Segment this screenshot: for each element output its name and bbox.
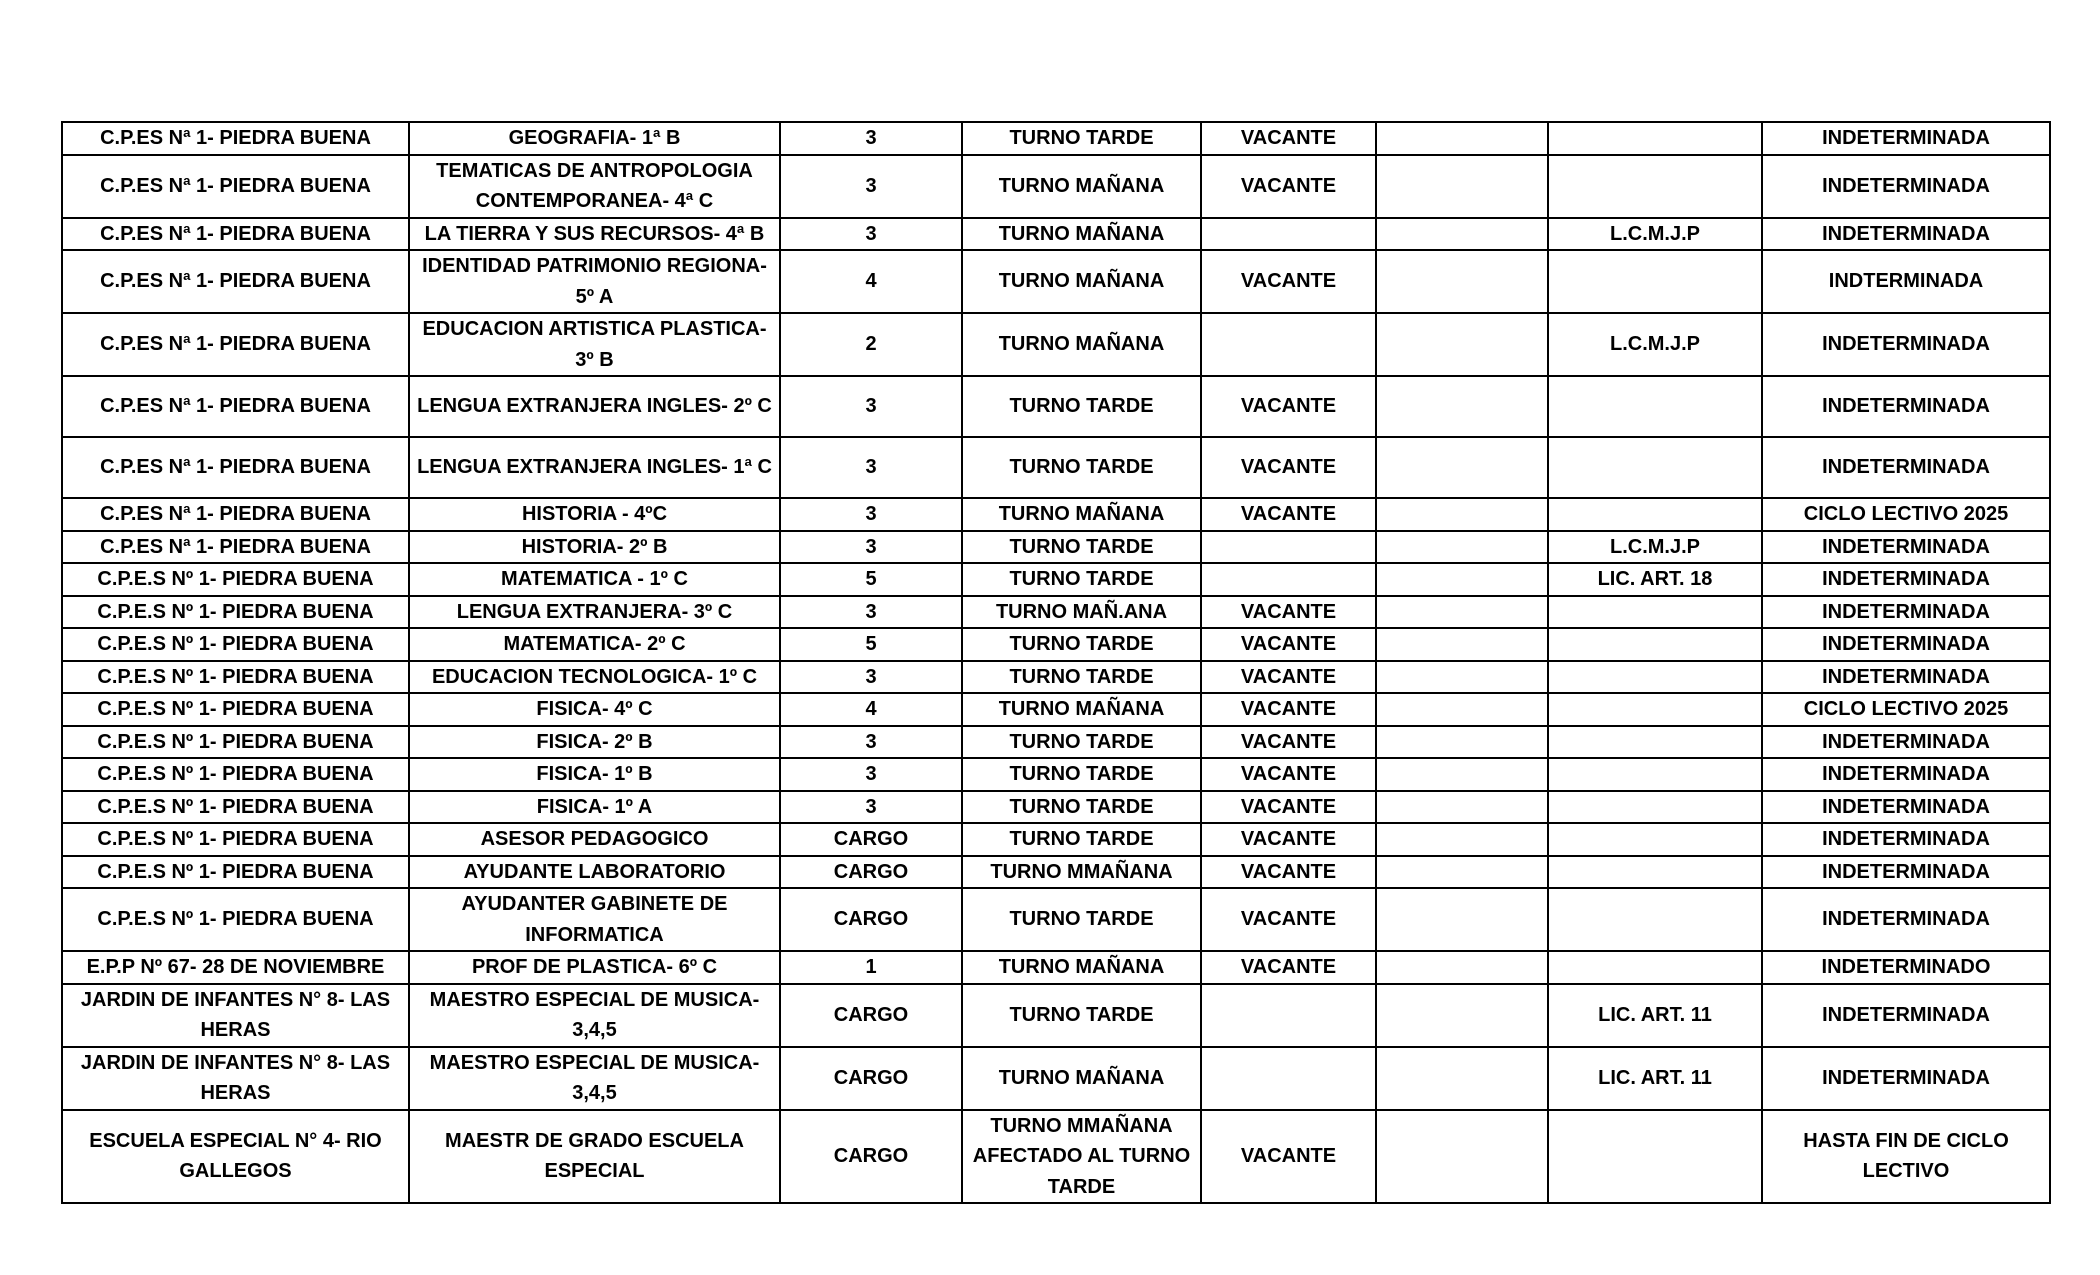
table-row bbox=[62, 758, 2050, 791]
blank-cell bbox=[1376, 758, 1548, 791]
hours-cell: CARGO bbox=[780, 1047, 962, 1110]
subject-cell: EDUCACION ARTISTICA PLASTICA- 3º B bbox=[409, 313, 780, 376]
duration-cell: INDETERMINADO bbox=[1762, 951, 2050, 984]
duration-cell: INDETERMINADA bbox=[1762, 376, 2050, 437]
shift-cell: TURNO TARDE bbox=[962, 758, 1201, 791]
school-cell: C.P.ES Nª 1- PIEDRA BUENA bbox=[62, 531, 409, 564]
table-row bbox=[62, 498, 2050, 531]
table-row bbox=[62, 313, 2050, 376]
leave-type-cell bbox=[1548, 758, 1762, 791]
status-cell: VACANTE bbox=[1201, 498, 1376, 531]
status-cell: VACANTE bbox=[1201, 376, 1376, 437]
table-row bbox=[62, 563, 2050, 596]
table-row bbox=[62, 437, 2050, 498]
table-row bbox=[62, 693, 2050, 726]
blank-cell bbox=[1376, 531, 1548, 564]
school-cell: C.P.E.S Nº 1- PIEDRA BUENA bbox=[62, 823, 409, 856]
school-cell: C.P.ES Nª 1- PIEDRA BUENA bbox=[62, 122, 409, 155]
leave-type-cell bbox=[1548, 596, 1762, 629]
status-cell: VACANTE bbox=[1201, 155, 1376, 218]
duration-cell: CICLO LECTIVO 2025 bbox=[1762, 693, 2050, 726]
school-cell: C.P.E.S Nº 1- PIEDRA BUENA bbox=[62, 791, 409, 824]
leave-type-cell bbox=[1548, 376, 1762, 437]
hours-cell: 3 bbox=[780, 437, 962, 498]
duration-cell: INDETERMINADA bbox=[1762, 531, 2050, 564]
status-cell: VACANTE bbox=[1201, 628, 1376, 661]
shift-cell: TURNO MMAÑANA AFECTADO AL TURNO TARDE bbox=[962, 1110, 1201, 1204]
hours-cell: 3 bbox=[780, 726, 962, 759]
shift-cell: TURNO MAÑANA bbox=[962, 1047, 1201, 1110]
subject-cell: IDENTIDAD PATRIMONIO REGIONA- 5º A bbox=[409, 250, 780, 313]
subject-cell: MAESTRO ESPECIAL DE MUSICA- 3,4,5 bbox=[409, 984, 780, 1047]
subject-cell: PROF DE PLASTICA- 6º C bbox=[409, 951, 780, 984]
duration-cell: INDETERMINADA bbox=[1762, 122, 2050, 155]
leave-type-cell bbox=[1548, 122, 1762, 155]
table-row bbox=[62, 122, 2050, 155]
shift-cell: TURNO MAÑANA bbox=[962, 498, 1201, 531]
hours-cell: CARGO bbox=[780, 823, 962, 856]
status-cell: VACANTE bbox=[1201, 1110, 1376, 1204]
shift-cell: TURNO TARDE bbox=[962, 563, 1201, 596]
school-cell: JARDIN DE INFANTES N° 8- LAS HERAS bbox=[62, 984, 409, 1047]
table-row bbox=[62, 726, 2050, 759]
shift-cell: TURNO TARDE bbox=[962, 791, 1201, 824]
school-cell: E.P.P Nº 67- 28 DE NOVIEMBRE bbox=[62, 951, 409, 984]
blank-cell bbox=[1376, 376, 1548, 437]
school-cell: C.P.E.S Nº 1- PIEDRA BUENA bbox=[62, 888, 409, 951]
table-row bbox=[62, 951, 2050, 984]
shift-cell: TURNO TARDE bbox=[962, 726, 1201, 759]
status-cell: VACANTE bbox=[1201, 791, 1376, 824]
duration-cell: INDETERMINADA bbox=[1762, 661, 2050, 694]
status-cell: VACANTE bbox=[1201, 596, 1376, 629]
leave-type-cell bbox=[1548, 951, 1762, 984]
duration-cell: INDETERMINADA bbox=[1762, 596, 2050, 629]
shift-cell: TURNO MAÑANA bbox=[962, 218, 1201, 251]
subject-cell: LENGUA EXTRANJERA- 3º C bbox=[409, 596, 780, 629]
table-row bbox=[62, 596, 2050, 629]
shift-cell: TURNO MAÑANA bbox=[962, 313, 1201, 376]
shift-cell: TURNO TARDE bbox=[962, 437, 1201, 498]
vacancies-table bbox=[61, 121, 2051, 1204]
duration-cell: INDETERMINADA bbox=[1762, 758, 2050, 791]
leave-type-cell bbox=[1548, 155, 1762, 218]
blank-cell bbox=[1376, 628, 1548, 661]
blank-cell bbox=[1376, 693, 1548, 726]
table-row bbox=[62, 376, 2050, 437]
subject-cell: EDUCACION TECNOLOGICA- 1º C bbox=[409, 661, 780, 694]
duration-cell: INDETERMINADA bbox=[1762, 791, 2050, 824]
shift-cell: TURNO TARDE bbox=[962, 122, 1201, 155]
status-cell bbox=[1201, 1047, 1376, 1110]
subject-cell: MATEMATICA - 1º C bbox=[409, 563, 780, 596]
hours-cell: 3 bbox=[780, 758, 962, 791]
blank-cell bbox=[1376, 498, 1548, 531]
leave-type-cell: LIC. ART. 11 bbox=[1548, 1047, 1762, 1110]
blank-cell bbox=[1376, 563, 1548, 596]
school-cell: C.P.E.S Nº 1- PIEDRA BUENA bbox=[62, 661, 409, 694]
subject-cell: GEOGRAFIA- 1ª B bbox=[409, 122, 780, 155]
leave-type-cell bbox=[1548, 498, 1762, 531]
hours-cell: 5 bbox=[780, 563, 962, 596]
duration-cell: INDETERMINADA bbox=[1762, 726, 2050, 759]
leave-type-cell bbox=[1548, 726, 1762, 759]
status-cell: VACANTE bbox=[1201, 122, 1376, 155]
duration-cell: INDETERMINADA bbox=[1762, 856, 2050, 889]
status-cell: VACANTE bbox=[1201, 856, 1376, 889]
blank-cell bbox=[1376, 823, 1548, 856]
subject-cell: FISICA- 4º C bbox=[409, 693, 780, 726]
table-row bbox=[62, 1110, 2050, 1204]
status-cell: VACANTE bbox=[1201, 823, 1376, 856]
blank-cell bbox=[1376, 661, 1548, 694]
status-cell: VACANTE bbox=[1201, 693, 1376, 726]
subject-cell: LENGUA EXTRANJERA INGLES- 2º C bbox=[409, 376, 780, 437]
duration-cell: INDETERMINADA bbox=[1762, 1047, 2050, 1110]
subject-cell: AYUDANTER GABINETE DE INFORMATICA bbox=[409, 888, 780, 951]
leave-type-cell bbox=[1548, 888, 1762, 951]
subject-cell: AYUDANTE LABORATORIO bbox=[409, 856, 780, 889]
shift-cell: TURNO TARDE bbox=[962, 628, 1201, 661]
hours-cell: 3 bbox=[780, 376, 962, 437]
duration-cell: INDETERMINADA bbox=[1762, 218, 2050, 251]
table-row bbox=[62, 856, 2050, 889]
leave-type-cell bbox=[1548, 661, 1762, 694]
school-cell: C.P.E.S Nº 1- PIEDRA BUENA bbox=[62, 693, 409, 726]
subject-cell: ASESOR PEDAGOGICO bbox=[409, 823, 780, 856]
hours-cell: 3 bbox=[780, 661, 962, 694]
hours-cell: 3 bbox=[780, 791, 962, 824]
school-cell: C.P.E.S Nº 1- PIEDRA BUENA bbox=[62, 758, 409, 791]
blank-cell bbox=[1376, 726, 1548, 759]
shift-cell: TURNO MAÑANA bbox=[962, 250, 1201, 313]
blank-cell bbox=[1376, 951, 1548, 984]
hours-cell: 3 bbox=[780, 498, 962, 531]
school-cell: C.P.ES Nª 1- PIEDRA BUENA bbox=[62, 250, 409, 313]
table-row bbox=[62, 628, 2050, 661]
school-cell: C.P.ES Nª 1- PIEDRA BUENA bbox=[62, 437, 409, 498]
shift-cell: TURNO TARDE bbox=[962, 888, 1201, 951]
shift-cell: TURNO MAÑANA bbox=[962, 951, 1201, 984]
table-row bbox=[62, 1047, 2050, 1110]
leave-type-cell bbox=[1548, 1110, 1762, 1204]
leave-type-cell bbox=[1548, 693, 1762, 726]
school-cell: C.P.ES Nª 1- PIEDRA BUENA bbox=[62, 313, 409, 376]
shift-cell: TURNO MMAÑANA bbox=[962, 856, 1201, 889]
table-row bbox=[62, 218, 2050, 251]
subject-cell: MAESTRO ESPECIAL DE MUSICA- 3,4,5 bbox=[409, 1047, 780, 1110]
school-cell: C.P.ES Nª 1- PIEDRA BUENA bbox=[62, 218, 409, 251]
blank-cell bbox=[1376, 791, 1548, 824]
blank-cell bbox=[1376, 1047, 1548, 1110]
shift-cell: TURNO MAÑANA bbox=[962, 693, 1201, 726]
leave-type-cell bbox=[1548, 791, 1762, 824]
duration-cell: INDTERMINADA bbox=[1762, 250, 2050, 313]
blank-cell bbox=[1376, 218, 1548, 251]
school-cell: C.P.E.S Nº 1- PIEDRA BUENA bbox=[62, 856, 409, 889]
status-cell bbox=[1201, 313, 1376, 376]
leave-type-cell bbox=[1548, 823, 1762, 856]
school-cell: ESCUELA ESPECIAL N° 4- RIO GALLEGOS bbox=[62, 1110, 409, 1204]
hours-cell: 4 bbox=[780, 693, 962, 726]
status-cell: VACANTE bbox=[1201, 951, 1376, 984]
shift-cell: TURNO MAÑ.ANA bbox=[962, 596, 1201, 629]
status-cell bbox=[1201, 563, 1376, 596]
duration-cell: INDETERMINADA bbox=[1762, 155, 2050, 218]
blank-cell bbox=[1376, 122, 1548, 155]
blank-cell bbox=[1376, 1110, 1548, 1204]
hours-cell: 4 bbox=[780, 250, 962, 313]
subject-cell: FISICA- 1º A bbox=[409, 791, 780, 824]
hours-cell: CARGO bbox=[780, 856, 962, 889]
status-cell bbox=[1201, 531, 1376, 564]
leave-type-cell bbox=[1548, 437, 1762, 498]
hours-cell: 3 bbox=[780, 218, 962, 251]
subject-cell: HISTORIA- 2º B bbox=[409, 531, 780, 564]
subject-cell: TEMATICAS DE ANTROPOLOGIA CONTEMPORANEA- 4ª C bbox=[409, 155, 780, 218]
school-cell: C.P.ES Nª 1- PIEDRA BUENA bbox=[62, 155, 409, 218]
status-cell: VACANTE bbox=[1201, 250, 1376, 313]
shift-cell: TURNO TARDE bbox=[962, 531, 1201, 564]
table-row bbox=[62, 661, 2050, 694]
subject-cell: FISICA- 2º B bbox=[409, 726, 780, 759]
leave-type-cell bbox=[1548, 628, 1762, 661]
shift-cell: TURNO MAÑANA bbox=[962, 155, 1201, 218]
hours-cell: CARGO bbox=[780, 1110, 962, 1204]
duration-cell: INDETERMINADA bbox=[1762, 628, 2050, 661]
subject-cell: HISTORIA - 4ºC bbox=[409, 498, 780, 531]
duration-cell: INDETERMINADA bbox=[1762, 823, 2050, 856]
subject-cell: LENGUA EXTRANJERA INGLES- 1ª C bbox=[409, 437, 780, 498]
table-row bbox=[62, 250, 2050, 313]
subject-cell: MAESTR DE GRADO ESCUELA ESPECIAL bbox=[409, 1110, 780, 1204]
hours-cell: 3 bbox=[780, 122, 962, 155]
leave-type-cell: L.C.M.J.P bbox=[1548, 531, 1762, 564]
school-cell: C.P.E.S Nº 1- PIEDRA BUENA bbox=[62, 628, 409, 661]
duration-cell: INDETERMINADA bbox=[1762, 888, 2050, 951]
table-row bbox=[62, 791, 2050, 824]
table-row bbox=[62, 823, 2050, 856]
table-row bbox=[62, 531, 2050, 564]
shift-cell: TURNO TARDE bbox=[962, 823, 1201, 856]
hours-cell: 2 bbox=[780, 313, 962, 376]
duration-cell: INDETERMINADA bbox=[1762, 984, 2050, 1047]
blank-cell bbox=[1376, 984, 1548, 1047]
hours-cell: 5 bbox=[780, 628, 962, 661]
status-cell: VACANTE bbox=[1201, 437, 1376, 498]
leave-type-cell: LIC. ART. 18 bbox=[1548, 563, 1762, 596]
hours-cell: CARGO bbox=[780, 984, 962, 1047]
blank-cell bbox=[1376, 313, 1548, 376]
shift-cell: TURNO TARDE bbox=[962, 984, 1201, 1047]
hours-cell: 3 bbox=[780, 155, 962, 218]
vacancies-table-body bbox=[62, 122, 2050, 1203]
duration-cell: INDETERMINADA bbox=[1762, 437, 2050, 498]
shift-cell: TURNO TARDE bbox=[962, 661, 1201, 694]
table-row bbox=[62, 155, 2050, 218]
table-row bbox=[62, 888, 2050, 951]
school-cell: C.P.ES Nª 1- PIEDRA BUENA bbox=[62, 498, 409, 531]
blank-cell bbox=[1376, 596, 1548, 629]
hours-cell: CARGO bbox=[780, 888, 962, 951]
blank-cell bbox=[1376, 250, 1548, 313]
status-cell: VACANTE bbox=[1201, 726, 1376, 759]
status-cell bbox=[1201, 984, 1376, 1047]
subject-cell: FISICA- 1º B bbox=[409, 758, 780, 791]
blank-cell bbox=[1376, 155, 1548, 218]
leave-type-cell: LIC. ART. 11 bbox=[1548, 984, 1762, 1047]
shift-cell: TURNO TARDE bbox=[962, 376, 1201, 437]
blank-cell bbox=[1376, 437, 1548, 498]
school-cell: JARDIN DE INFANTES N° 8- LAS HERAS bbox=[62, 1047, 409, 1110]
leave-type-cell: L.C.M.J.P bbox=[1548, 218, 1762, 251]
subject-cell: LA TIERRA Y SUS RECURSOS- 4ª B bbox=[409, 218, 780, 251]
school-cell: C.P.E.S Nº 1- PIEDRA BUENA bbox=[62, 726, 409, 759]
status-cell: VACANTE bbox=[1201, 888, 1376, 951]
table-row bbox=[62, 984, 2050, 1047]
status-cell bbox=[1201, 218, 1376, 251]
school-cell: C.P.ES Nª 1- PIEDRA BUENA bbox=[62, 376, 409, 437]
leave-type-cell bbox=[1548, 250, 1762, 313]
status-cell: VACANTE bbox=[1201, 758, 1376, 791]
duration-cell: CICLO LECTIVO 2025 bbox=[1762, 498, 2050, 531]
subject-cell: MATEMATICA- 2º C bbox=[409, 628, 780, 661]
leave-type-cell: L.C.M.J.P bbox=[1548, 313, 1762, 376]
leave-type-cell bbox=[1548, 856, 1762, 889]
blank-cell bbox=[1376, 888, 1548, 951]
duration-cell: HASTA FIN DE CICLO LECTIVO bbox=[1762, 1110, 2050, 1204]
blank-cell bbox=[1376, 856, 1548, 889]
status-cell: VACANTE bbox=[1201, 661, 1376, 694]
school-cell: C.P.E.S Nº 1- PIEDRA BUENA bbox=[62, 563, 409, 596]
hours-cell: 3 bbox=[780, 531, 962, 564]
hours-cell: 3 bbox=[780, 596, 962, 629]
school-cell: C.P.E.S Nº 1- PIEDRA BUENA bbox=[62, 596, 409, 629]
hours-cell: 1 bbox=[780, 951, 962, 984]
duration-cell: INDETERMINADA bbox=[1762, 563, 2050, 596]
duration-cell: INDETERMINADA bbox=[1762, 313, 2050, 376]
